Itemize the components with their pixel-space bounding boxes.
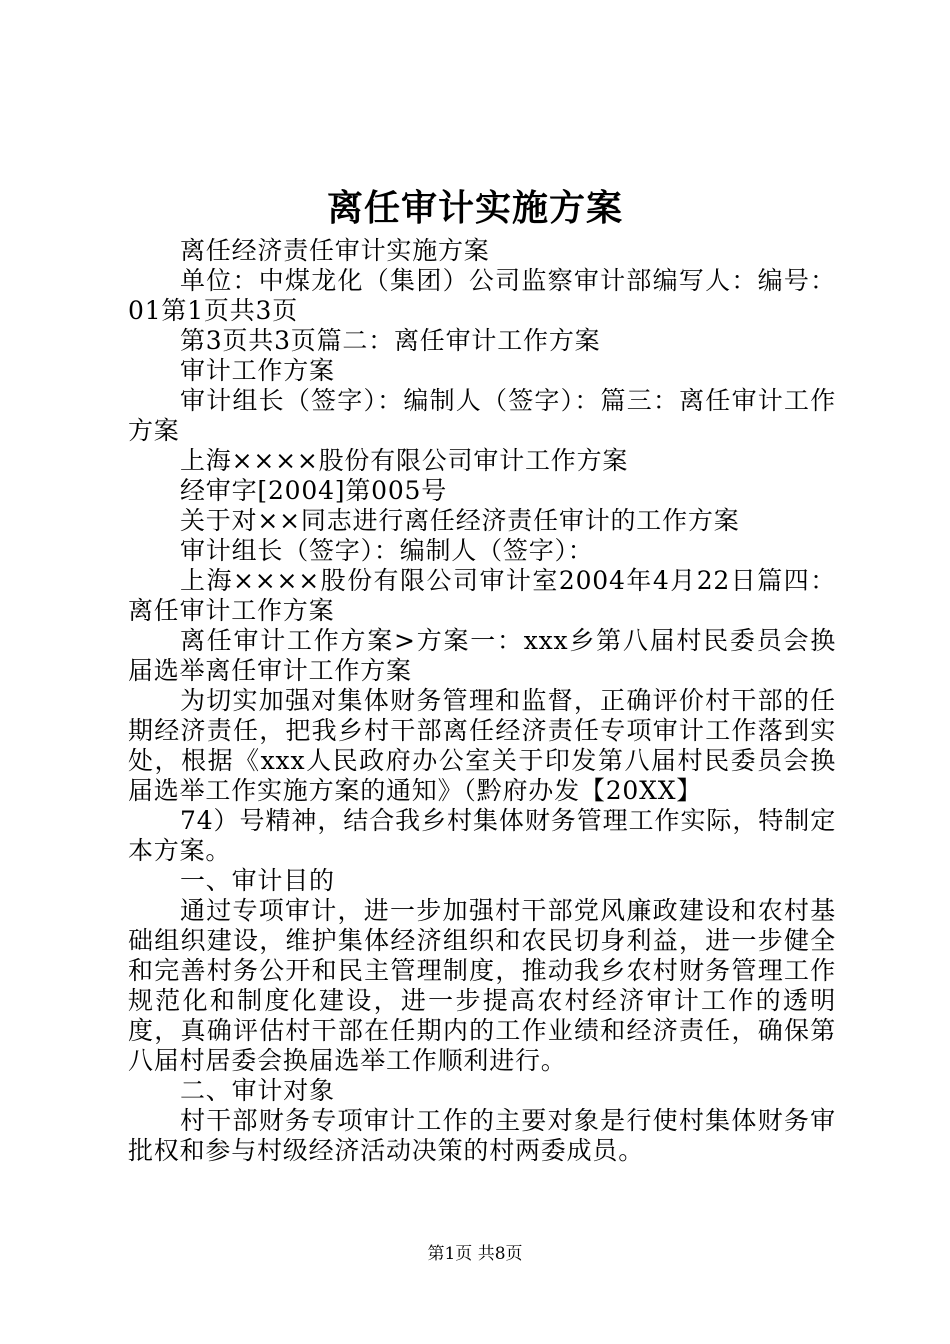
paragraph: 74）号精神，结合我乡村集体财务管理工作实际，特制定本方案。 <box>128 806 836 865</box>
paragraph: 上海××××股份有限公司审计工作方案 <box>180 446 629 475</box>
page-footer: 第1页 共8页 <box>427 1244 523 1264</box>
paragraph: 经审字[2004]第005号 <box>180 476 448 505</box>
paragraph: 离任审计工作方案>方案一：xxx乡第八届村民委员会换届选举离任审计工作方案 <box>128 626 836 685</box>
paragraph: 审计工作方案 <box>180 356 335 385</box>
paragraph: 村干部财务专项审计工作的主要对象是行使村集体财务审批权和参与村级经济活动决策的村两委成员。 <box>128 1106 836 1165</box>
paragraph: 通过专项审计，进一步加强村干部党风廉政建设和农村基础组织建设，维护集体经济组织和农民切身利益，进一步健全和完善村务公开和民主管理制度，推动我乡农村财务管理工作规范化和制度化建设，进一步提高农村经济审计工作的透明度，真确评估村干部在任期内的工作业绩和经济责任，确保第八届村居委会换届选举工作顺利进行。 <box>128 896 836 1075</box>
paragraph: 为切实加强对集体财务管理和监督，正确评价村干部的任期经济责任，把我乡村干部离任经济责任专项审计工作落到实处，根据《xxx人民政府办公室关于印发第八届村民委员会换届选举工作实施方案的通知》（黔府办发【20XX】 <box>128 686 836 805</box>
paragraph: 审计组长（签字）：编制人（签字）： <box>180 536 594 565</box>
section-heading: 二、审计对象 <box>180 1076 335 1105</box>
document-body <box>128 236 836 1166</box>
paragraph: 单位：中煤龙化（集团）公司监察审计部编写人：编号：01第1页共3页 <box>128 266 836 325</box>
paragraph: 关于对××同志进行离任经济责任审计的工作方案 <box>180 506 740 535</box>
paragraph: 离任经济责任审计实施方案 <box>180 236 490 265</box>
paragraph: 第3页共3页篇二：离任审计工作方案 <box>180 326 601 355</box>
paragraph: 审计组长（签字）：编制人（签字）：篇三：离任审计工作方案 <box>128 386 836 445</box>
paragraph: 上海××××股份有限公司审计室2004年4月22日篇四：离任审计工作方案 <box>128 566 836 625</box>
section-heading: 一、审计目的 <box>180 866 335 895</box>
document-title: 离任审计实施方案 <box>326 187 623 229</box>
